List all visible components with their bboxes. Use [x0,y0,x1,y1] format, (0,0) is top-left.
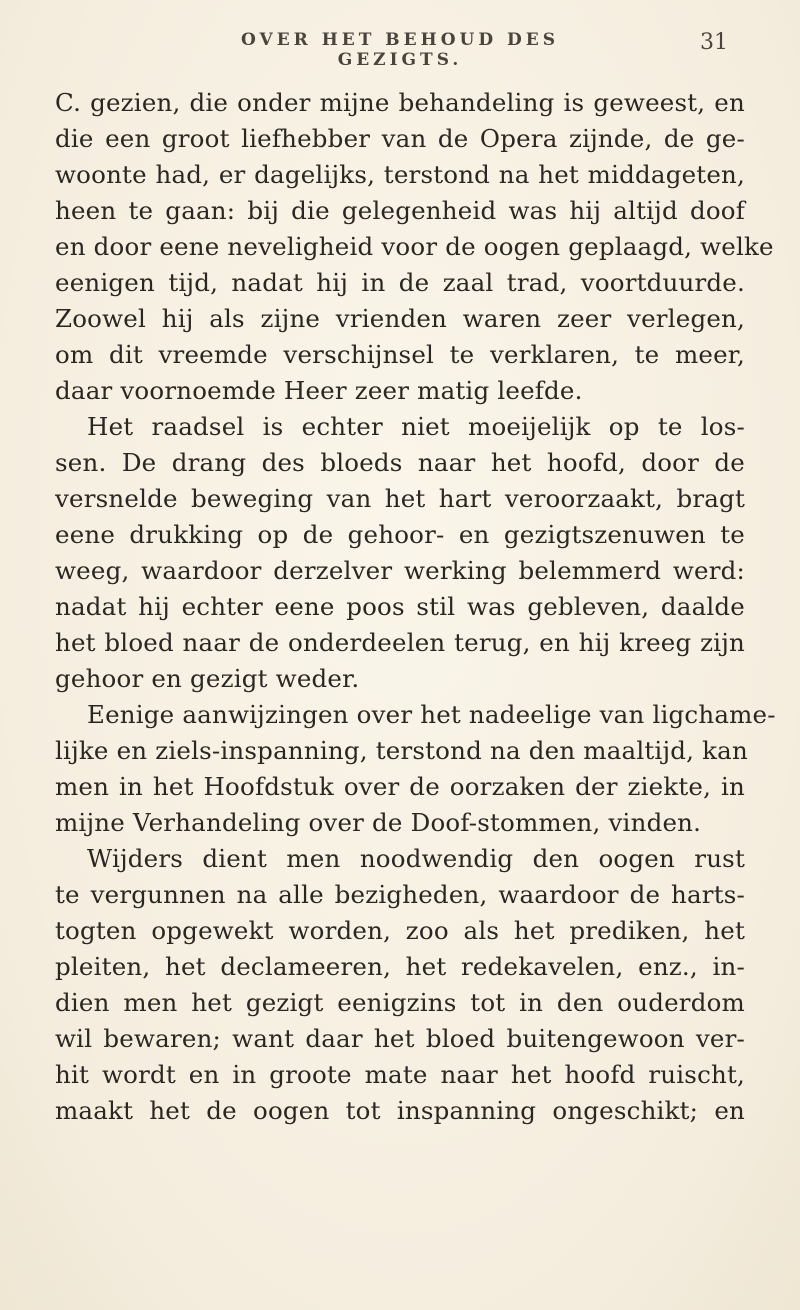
running-head: OVER HET BEHOUD DES GEZIGTS. [241,30,559,70]
text-line: en door eene neveligheid voor de oogen geplaagd, welke [55,232,774,261]
text-line: heen te gaan: bij die gelegenheid was hij altijd doof [55,196,745,225]
text-line: Wijders dient men noodwendig den oogen rust [87,844,745,873]
text-line: men in het Hoofdstuk over de oorzaken der ziekte, in [55,772,745,801]
text-line: nadat hij echter eene poos stil was gebleven, daalde [55,592,745,621]
text-line: Zoowel hij als zijne vrienden waren zeer verlegen, [55,304,745,333]
text-line: om dit vreemde verschijnsel te verklaren, te meer, [55,340,745,369]
text-line: togten opgewekt worden, zoo als het prediken, het [55,916,745,945]
text-line: eene drukking op de gehoor- en gezigtszenuwen te [55,520,745,549]
text-line: lijke en ziels-inspanning, terstond na den maaltijd, kan [55,736,748,765]
text-line: woonte had, er dagelijks, terstond na het middageten, [55,160,745,189]
text-line: wil bewaren; want daar het bloed buitengewoon ver- [55,1024,745,1053]
text-line: gehoor en gezigt weder. [55,664,360,693]
text-line: sen. De drang des bloeds naar het hoofd, door de [55,448,745,477]
text-line: Het raadsel is echter niet moeijelijk op te los- [87,412,745,441]
text-line: het bloed naar de onderdeelen terug, en hij kreeg zijn [55,628,745,657]
text-line: daar voornoemde Heer zeer matig leefde. [55,376,583,405]
text-line: mijne Verhandeling over de Doof-stommen, vinden. [55,808,702,837]
text-line: weeg, waardoor derzelver werking belemmerd werd: [55,556,745,585]
body-text [55,85,776,1129]
text-line: pleiten, het declameeren, het redekavelen, enz., in- [55,952,745,981]
text-line: hit wordt en in groote mate naar het hoofd ruischt, [55,1060,745,1089]
text-line: die een groot liefhebber van de Opera zijnde, de ge- [55,124,745,153]
text-line: dien men het gezigt eenigzins tot in den ouderdom [55,988,745,1017]
text-line: versnelde beweging van het hart veroorzaakt, bragt [55,484,745,513]
text-line: maakt het de oogen tot inspanning ongeschikt; en [55,1096,745,1125]
text-line: te vergunnen na alle bezigheden, waardoor de harts- [55,880,745,909]
text-line: C. gezien, die onder mijne behandeling is geweest, en [55,88,745,117]
page-number: 31 [700,30,728,55]
text-line: eenigen tijd, nadat hij in de zaal trad, voortduurde. [55,268,745,297]
text-line: Eenige aanwijzingen over het nadeelige van ligchame- [87,700,776,729]
